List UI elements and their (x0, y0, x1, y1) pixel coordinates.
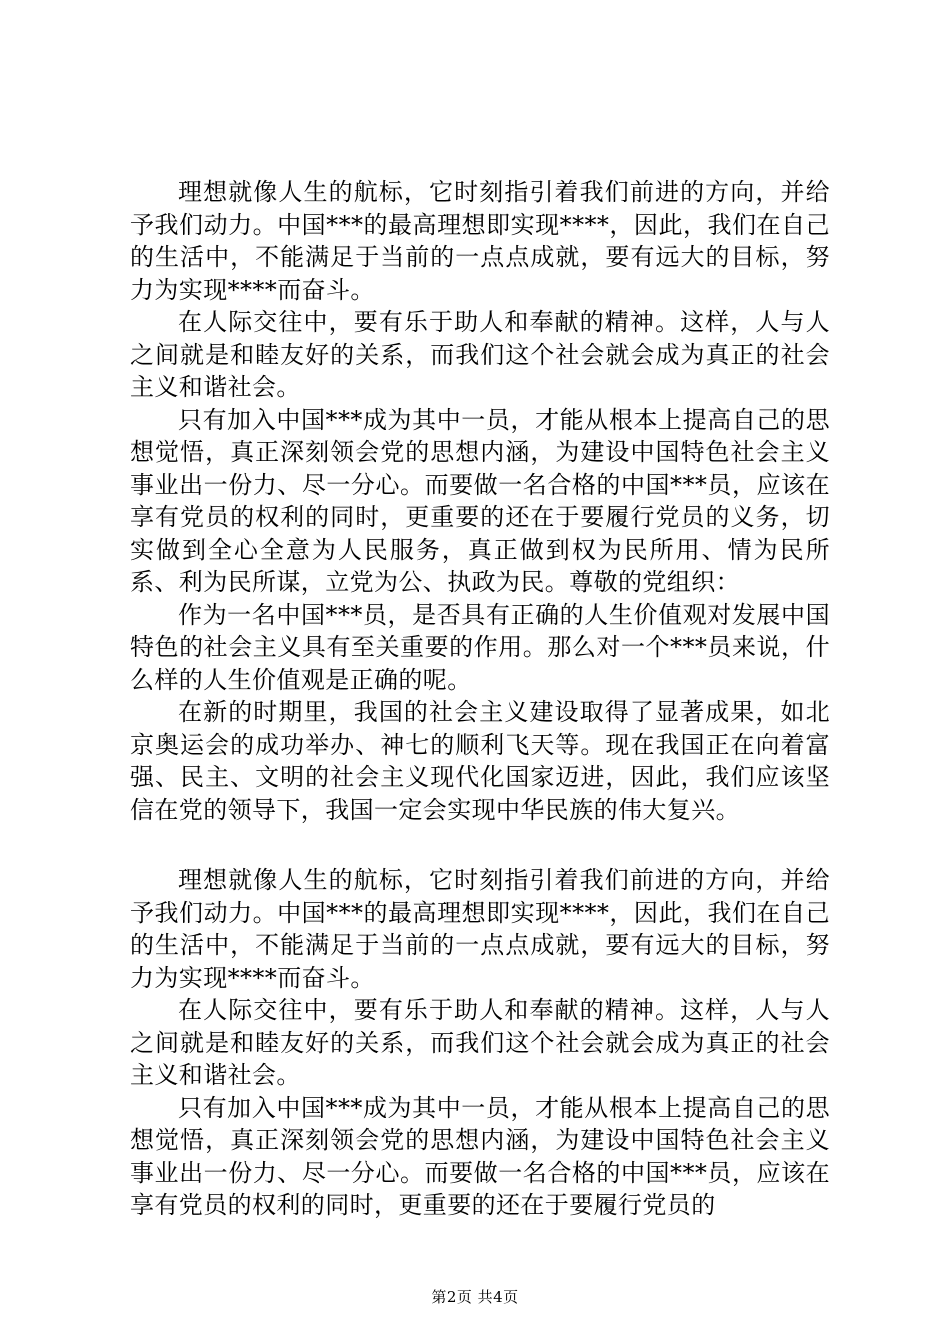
paragraph: 在人际交往中，要有乐于助人和奉献的精神。这样，人与人之间就是和睦友好的关系，而我们这个社会就会成为真正的社会主义和谐社会。 (130, 308, 830, 401)
section-1 (130, 176, 830, 826)
page-number: 第2页 共4页 (431, 1288, 519, 1306)
paragraph: 只有加入中国***成为其中一员，才能从根本上提高自己的思想觉悟，真正深刻领会党的思想内涵，为建设中国特色社会主义事业出一份力、尽一分心。而要做一名合格的中国***员，应该在享有党员的权利的同时，更重要的还在于要履行党员的义务，切实做到全心全意为人民服务，真正做到权为民所用、情为民所系、利为民所谋，立党为公、执政为民。尊敬的党组织： (130, 405, 830, 596)
paragraph: 在人际交往中，要有乐于助人和奉献的精神。这样，人与人之间就是和睦友好的关系，而我们这个社会就会成为真正的社会主义和谐社会。 (130, 996, 830, 1089)
paragraph: 在新的时期里，我国的社会主义建设取得了显著成果，如北京奥运会的成功举办、神七的顺利飞天等。现在我国正在向着富强、民主、文明的社会主义现代化国家迈进，因此，我们应该坚信在党的领导下，我国一定会实现中华民族的伟大复兴。 (130, 698, 830, 824)
paragraph: 只有加入中国***成为其中一员，才能从根本上提高自己的思想觉悟，真正深刻领会党的思想内涵，为建设中国特色社会主义事业出一份力、尽一分心。而要做一名合格的中国***员，应该在享有党员的权利的同时，更重要的还在于要履行党员的 (130, 1093, 830, 1219)
paragraph: 理想就像人生的航标，它时刻指引着我们前进的方向，并给予我们动力。中国***的最高理想即实现****，因此，我们在自己的生活中，不能满足于当前的一点点成就，要有远大的目标，努力为实现****而奋斗。 (130, 178, 830, 304)
document-body (130, 176, 830, 1222)
page-footer (0, 1287, 950, 1307)
paragraph: 理想就像人生的航标，它时刻指引着我们前进的方向，并给予我们动力。中国***的最高理想即实现****，因此，我们在自己的生活中，不能满足于当前的一点点成就，要有远大的目标，努力为实现****而奋斗。 (130, 866, 830, 992)
paragraph: 作为一名中国***员，是否具有正确的人生价值观对发展中国特色的社会主义具有至关重要的作用。那么对一个***员来说，什么样的人生价值观是正确的呢。 (130, 600, 830, 694)
section-2 (130, 864, 830, 1222)
